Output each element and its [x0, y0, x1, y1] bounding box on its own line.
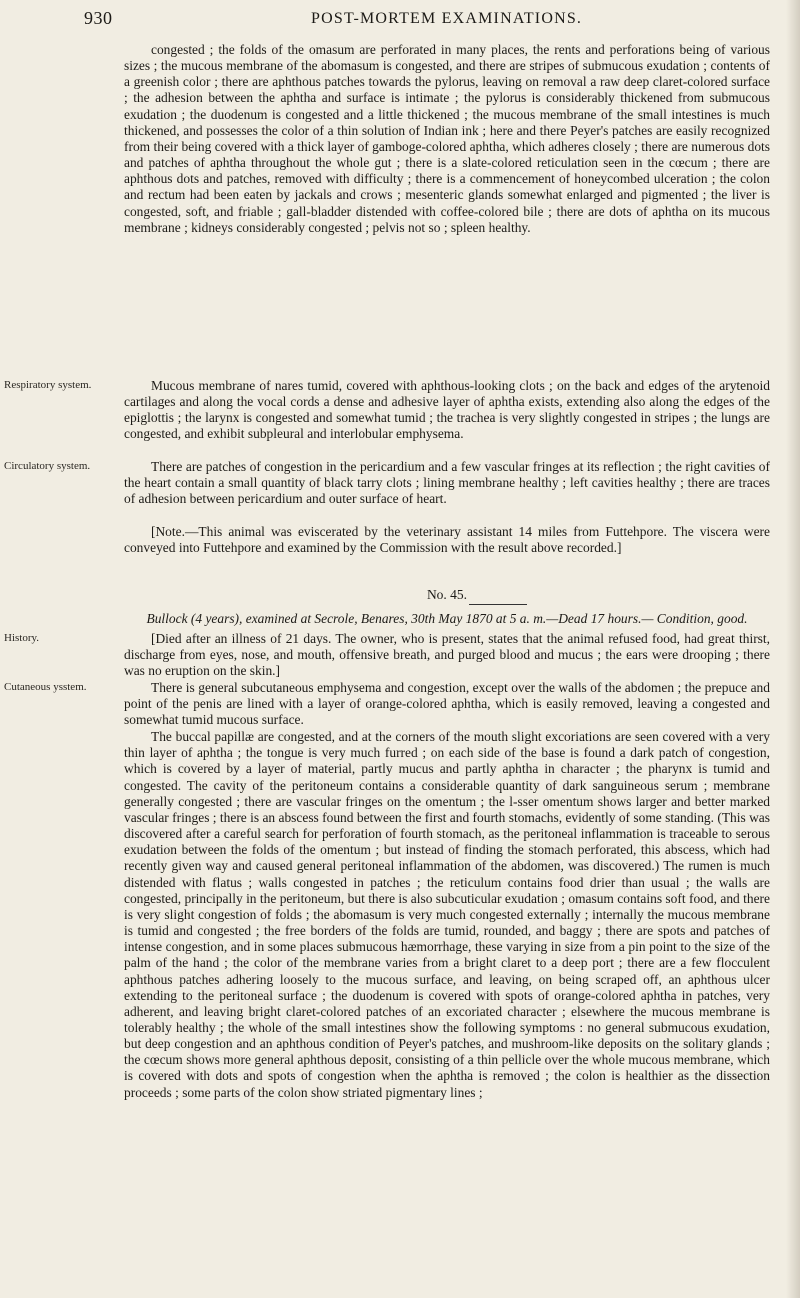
page-number: 930: [84, 8, 113, 28]
sidenote-history: History.: [4, 632, 40, 645]
text-column: [4, 42, 770, 1101]
paragraph-digestive: The buccal papillæ are congested, and at the corners of the mouth slight excoriations are seen covered with a very thin layer of aphtha ; the tongue is very much furred ; on each side of the base is found a dark patch of congestion, which is covered by a layer of material, partly mucus and partly aphtha in character ; the pharynx is tumid and congested. The cavity of the peritoneum contains a considerable quantity of dark sanguineous serum ; membrane generally congested ; there are vascular fringes on the omentum ; the l-sser omentum shows larger and better marked vascular fringes ; there is an abscess found between the first and fourth stomachs, evidently of some standing. (This was discovered after a careful search for perforation of fourth stomach, as the peritoneal inflammation is traceable to serous exudation between the folds of the omentum ; but instead of finding the stomach perforated, this abscess, which had recently given way and caused general peritoneal inflammation of the abdomen, was discovered.) The rumen is much distended with flatus ; walls congested in patches ; the reticulum contains food drier than usual ; the walls are congested, principally in the peritoneum, but there is also subcuticular exudation ; omasum contains soft food, and there is very slight congestion of folds ; the abomasum is very much congested externally ; internally the mucous membrane is tumid and congested ; the free borders of the folds are tumid, rounded, and baggy ; there are spots and patches of intense congestion, and in some places submucous hæmorrhage, these varying in size from a pin point to the size of the palm of the hand ; the color of the membrane varies from a bright claret to a deep port ; there are a few flocculent aphthous patches adhering loosely to the mucous surface, and leaving, on being scraped off, an aphthous ulcer extending to the peritoneal surface ; the duodenum is covered with spots of orange-colored aphtha in patches, very adherent, and leaving bright claret-colored patches of an excoriated character ; elsewhere the mucous membrane is tolerably healthy ; the whole of the small intestines show the following symptoms : no general submucous exudation, but deep congestion and an aphthous condition of Peyer's patches, and mushroom-like deposits on the solitary glands ; the cœcum shows more general aphthous deposit, consisting of a thin pellicle over the whole mucous membrane, which is covered with dots and spots of congestion when the aphtha is removed ; the colon is healthier as the dissection proceeds ; some parts of the colon show striated pigmentary lines ;: [124, 729, 770, 1100]
sidenote-circulatory: Circulatory system.: [4, 460, 91, 472]
case-number: No. 45.: [426, 587, 468, 602]
case-heading: Bullock (4 years), examined at Secrole, Benares, 30th May 1870 at 5 a. m.—Dead 17 hours.— Condition, good.: [146, 611, 748, 626]
sidenote-respiratory: Respiratory system.: [4, 379, 92, 391]
paragraph-cutaneous: There is general subcutaneous emphysema and congestion, except over the walls of the abdomen ; the prepuce and point of the penis are lined with a layer of orange-colored aphtha, which is easily removed, leaving a congested and somewhat tumid mucous surface.: [124, 680, 770, 728]
paragraph-history: [Died after an illness of 21 days. The owner, who is present, states that the animal refused food, had great thirst, discharge from eyes, nose, and mouth, offensive breath, and purged blood and mucus ; the ears were drooping ; there was no eruption on the skin.]: [124, 631, 770, 679]
running-title: POST-MORTEM EXAMINATIONS.: [311, 10, 583, 27]
separator-rule: [469, 604, 527, 605]
page-header: [0, 8, 800, 38]
sidenote-cutaneous: Cutaneous ysstem.: [4, 681, 87, 694]
paragraph-note: [Note.—This animal was eviscerated by the veterinary assistant 14 miles from Futtehpore. The viscera were conveyed into Futtehpore and examined by the Commission with the result above recorded.]: [124, 524, 770, 556]
page-edge-shadow: [786, 0, 800, 1298]
paragraph-abdominal: congested ; the folds of the omasum are perforated in many places, the rents and perforations being of various sizes ; the mucous membrane of the abomasum is congested, and there are stripes of submucous exudation ; contents of a greenish color ; there are aphthous patches towards the pylorus, leaving on removal a raw deep claret-colored surface ; the adhesion between the aphtha and surface is intimate ; the pylorus is considerably thickened from submucous exudation ; the duodenum is congested and a little thickened ; the mucous membrane of the small intestines is much thickened, and possesses the color of a thin solution of Indian ink ; here and there Peyer's patches are easily recognized from their being covered with a thick layer of gamboge-colored aphtha, which adheres closely ; there are numerous dots and patches of aphtha throughout the whole gut ; there is a slate-colored reticulation seen in the cœcum ; there are aphthous dots and patches, removed with difficulty ; there is a commencement of honeycombed ulceration ; the colon and rectum had been eaten by jackals and crows ; mesenteric glands somewhat enlarged and pigmented ; the liver is congested, soft, and friable ; gall-bladder distended with coffee-colored bile ; there are dots of aphtha on its mucous membrane ; kidneys considerably congested ; pelvis not so ; spleen healthy.: [124, 42, 770, 235]
paragraph-circulatory: There are patches of congestion in the pericardium and a few vascular fringes at its reflection ; the right cavities of the heart contain a small quantity of black tarry clots ; lining membrane healthy ; left cavities healthy ; there are traces of adhesion between pericardium and outer surface of heart.: [124, 459, 770, 507]
paragraph-respiratory: Mucous membrane of nares tumid, covered with aphthous-looking clots ; on the back and edges of the arytenoid cartilages and along the vocal cords a dense and adhesive layer of aphtha exists, extending also along the edges of the epiglottis ; the larynx is congested and somewhat tumid ; the trachea is very slightly congested in stripes ; the lungs are congested, and exhibit subpleural and interlobular emphysema.: [124, 378, 770, 442]
